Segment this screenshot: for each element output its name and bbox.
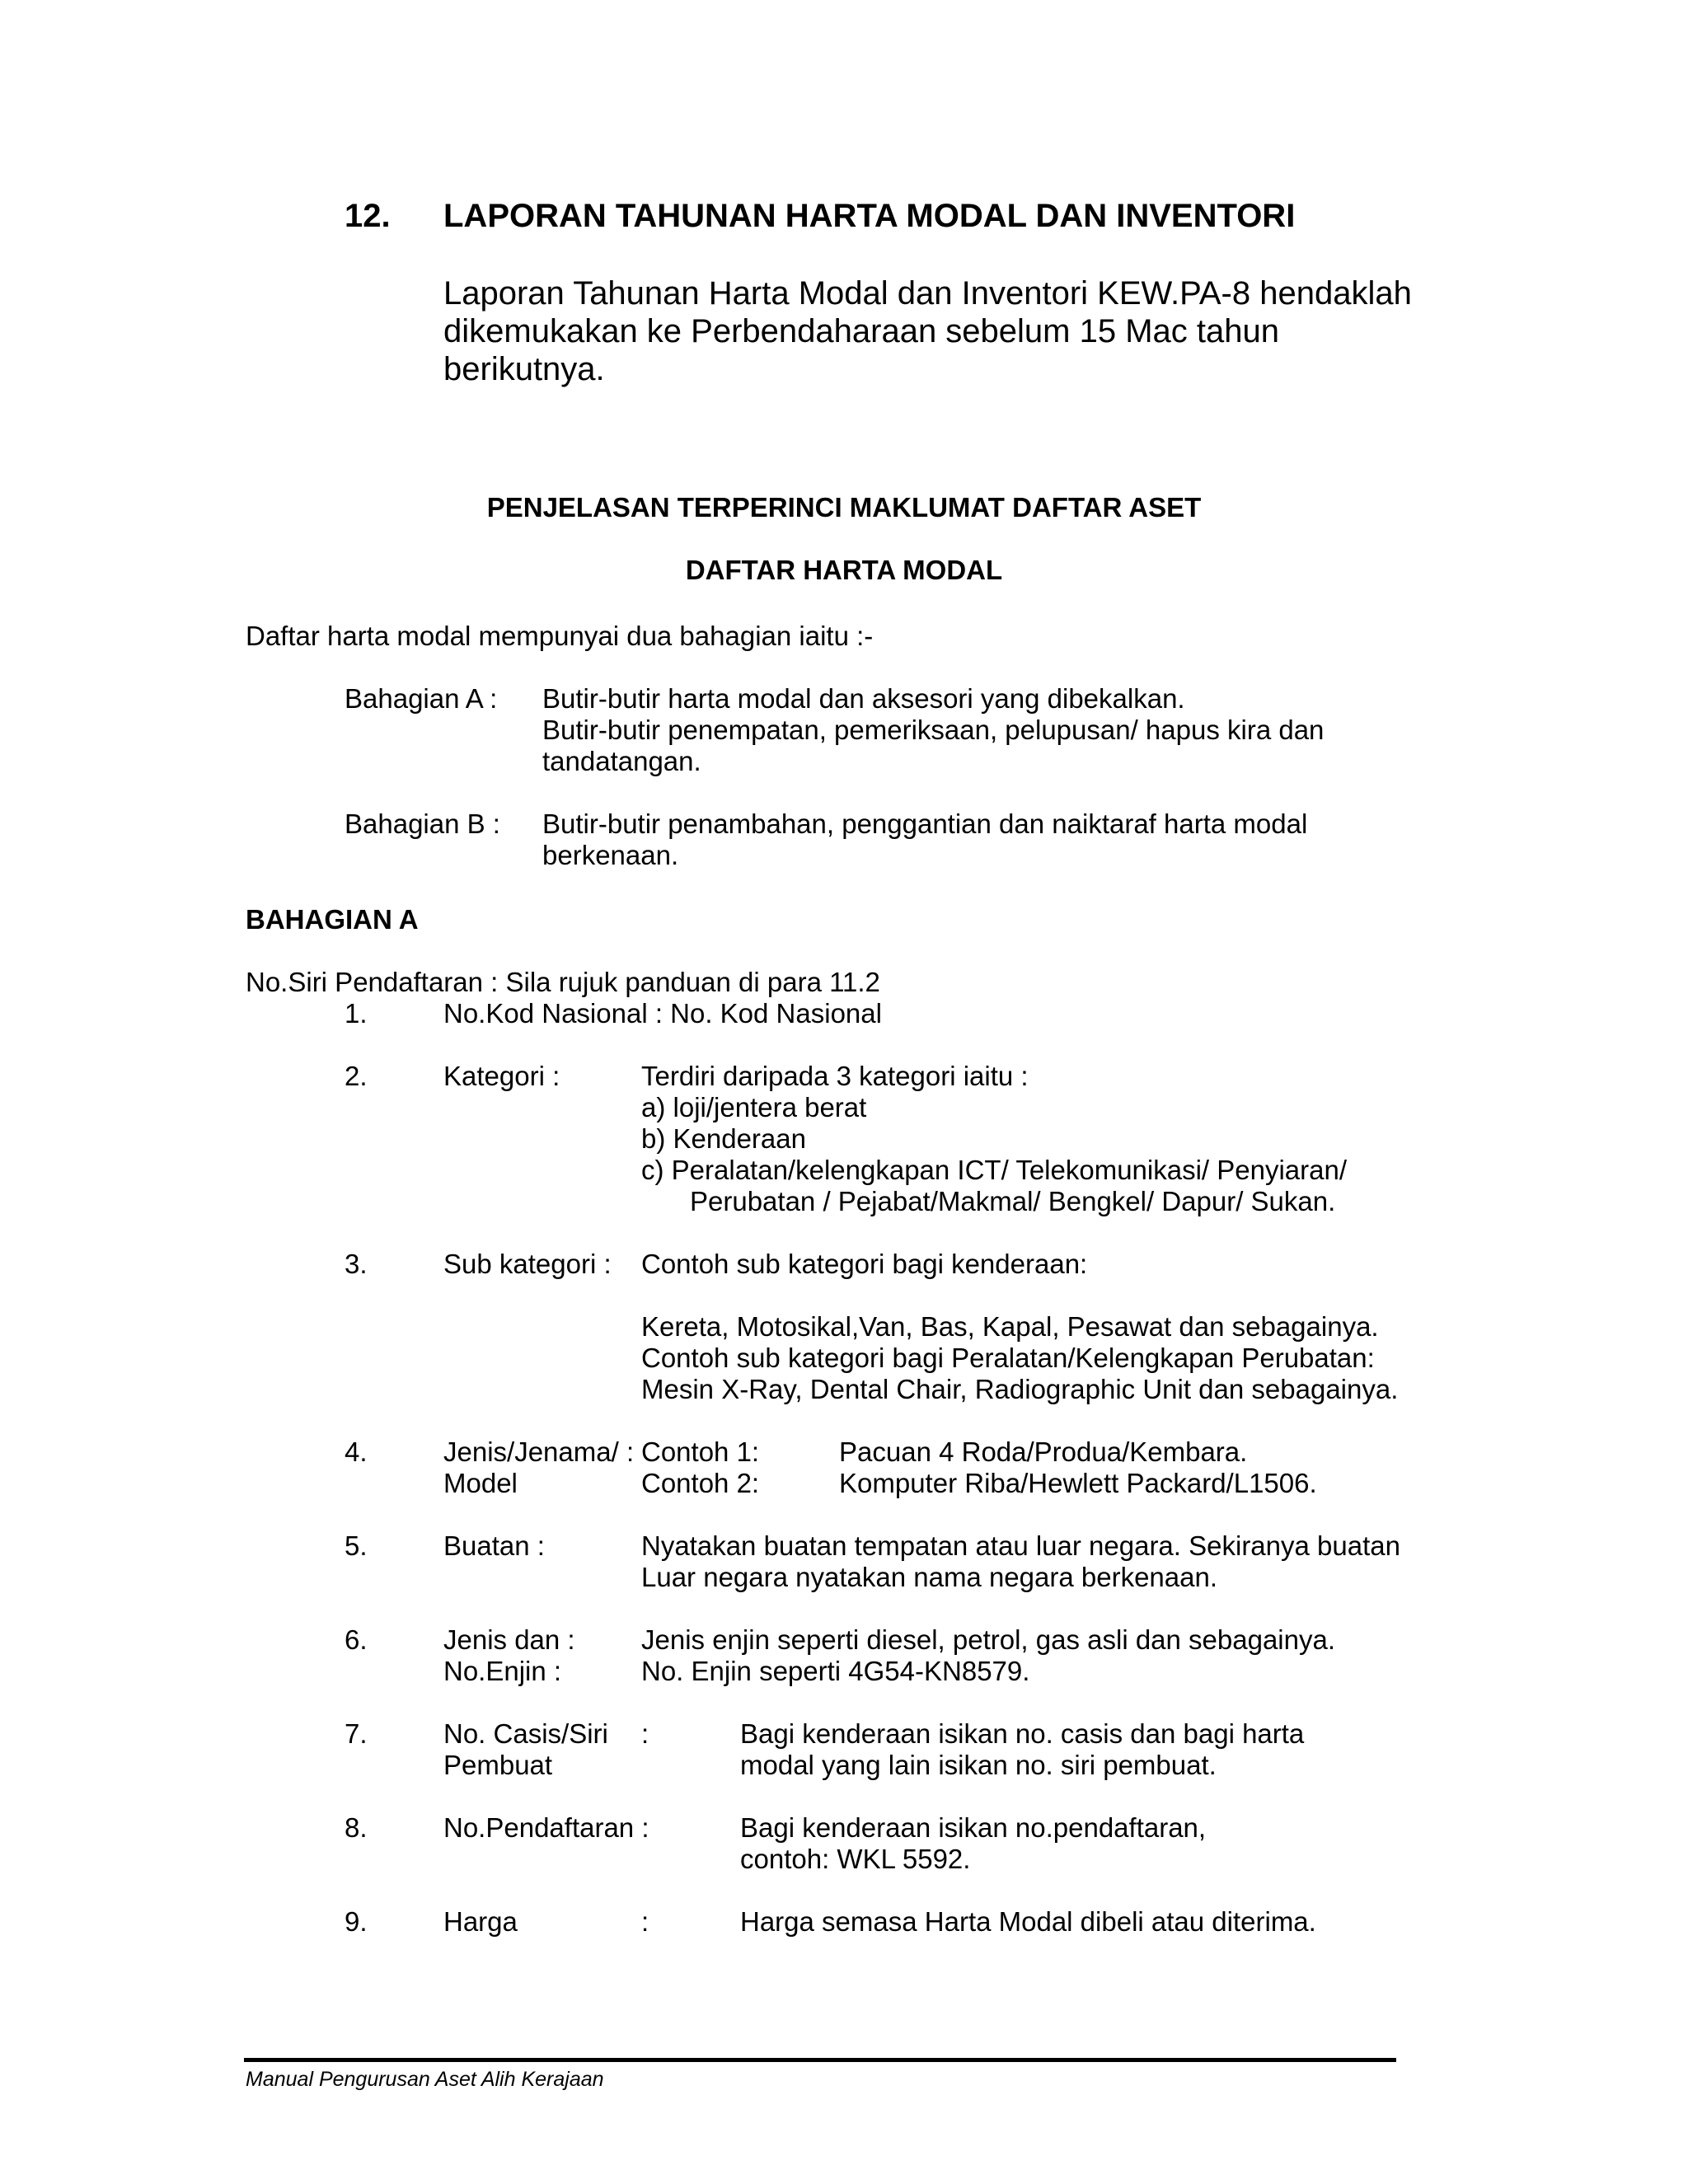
item-number: 7. <box>345 1718 368 1749</box>
item-line: Jenis enjin seperti diesel, petrol, gas asli dan sebagainya. <box>641 1624 1336 1655</box>
item-number: 5. <box>345 1530 368 1561</box>
item-line: Mesin X-Ray, Dental Chair, Radiographic Unit dan sebagainya. <box>641 1374 1399 1404</box>
part-line: berkenaan. <box>542 840 679 870</box>
item-label: Harga <box>443 1906 518 1937</box>
item-number: 9. <box>345 1906 368 1937</box>
item-number: 8. <box>345 1812 368 1843</box>
serial-line: No.Siri Pendaftaran : Sila rujuk panduan di para 11.2 <box>246 967 880 997</box>
item-colon: : <box>641 1718 649 1749</box>
explanation-heading: PENJELASAN TERPERINCI MAKLUMAT DAFTAR ASET <box>486 492 1202 523</box>
item-line: a) loji/jentera berat <box>641 1092 867 1122</box>
footer-rule <box>244 2058 1396 2062</box>
item-line: Luar negara nyatakan nama negara berkenaan. <box>641 1562 1218 1592</box>
item-label: Pembuat <box>443 1750 553 1780</box>
item-label: No.Enjin : <box>443 1656 562 1686</box>
item-colon: : <box>641 1906 649 1937</box>
item-label: Jenis dan : <box>443 1624 575 1655</box>
item-line: modal yang lain isikan no. siri pembuat. <box>740 1750 1217 1780</box>
footer-text: Manual Pengurusan Aset Alih Kerajaan <box>246 2068 604 2091</box>
part-label: Bahagian B : <box>345 808 500 839</box>
item-label: Jenis/Jenama/ : <box>443 1436 635 1467</box>
item-line: contoh: WKL 5592. <box>740 1844 971 1874</box>
item-line: No. Enjin seperti 4G54-KN8579. <box>641 1656 1030 1686</box>
example-value: Pacuan 4 Roda/Produa/Kembara. <box>839 1436 1248 1467</box>
item-line: Terdiri daripada 3 kategori iaitu : <box>641 1061 1029 1091</box>
item-label: Kategori : <box>443 1061 560 1091</box>
paragraph-line: berikutnya. <box>443 351 605 387</box>
item-number: 6. <box>345 1624 368 1655</box>
paragraph-line: Laporan Tahunan Harta Modal dan Inventori KEW.PA-8 hendaklah <box>443 275 1412 312</box>
item-line: b) Kenderaan <box>641 1123 806 1154</box>
example-value: Komputer Riba/Hewlett Packard/L1506. <box>839 1468 1317 1498</box>
item-label: Buatan : <box>443 1530 545 1561</box>
item-line: Bagi kenderaan isikan no.pendaftaran, <box>740 1812 1207 1843</box>
item-line: Bagi kenderaan isikan no. casis dan bagi harta <box>740 1718 1305 1749</box>
item-line: Contoh sub kategori bagi kenderaan: <box>641 1249 1088 1279</box>
item-number: 1. <box>345 998 368 1029</box>
bahagian-a-heading: BAHAGIAN A <box>246 904 419 935</box>
section-number: 12. <box>345 198 391 234</box>
item-text: Harga semasa Harta Modal dibeli atau diterima. <box>740 1906 1316 1937</box>
item-line: Kereta, Motosikal,Van, Bas, Kapal, Pesawat dan sebagainya. <box>641 1311 1379 1342</box>
item-number: 2. <box>345 1061 368 1091</box>
item-label: No.Pendaftaran : <box>443 1812 649 1843</box>
intro-text: Daftar harta modal mempunyai dua bahagian iaitu :- <box>246 621 874 651</box>
paragraph-line: dikemukakan ke Perbendaharaan sebelum 15 Mac tahun <box>443 313 1279 349</box>
item-line: c) Peralatan/kelengkapan ICT/ Telekomunikasi/ Penyiaran/ <box>641 1155 1348 1185</box>
section-title: LAPORAN TAHUNAN HARTA MODAL DAN INVENTORI <box>443 198 1296 234</box>
item-number: 3. <box>345 1249 368 1279</box>
item-line: Nyatakan buatan tempatan atau luar negara. Sekiranya buatan <box>641 1530 1400 1561</box>
item-line: Contoh sub kategori bagi Peralatan/Kelengkapan Perubatan: <box>641 1343 1375 1373</box>
part-label: Bahagian A : <box>345 683 498 714</box>
part-line: Butir-butir penempatan, pemeriksaan, pelupusan/ hapus kira dan <box>542 715 1325 745</box>
example-label: Contoh 2: <box>641 1468 760 1498</box>
item-line: Perubatan / Pejabat/Makmal/ Bengkel/ Dapur/ Sukan. <box>690 1186 1336 1216</box>
part-line: Butir-butir harta modal dan aksesori yang dibekalkan. <box>542 683 1185 714</box>
item-text: No.Kod Nasional : No. Kod Nasional <box>443 998 882 1029</box>
item-label: No. Casis/Siri <box>443 1718 608 1749</box>
item-label: Model <box>443 1468 518 1498</box>
item-number: 4. <box>345 1436 368 1467</box>
example-label: Contoh 1: <box>641 1436 760 1467</box>
register-heading: DAFTAR HARTA MODAL <box>685 555 1003 585</box>
part-line: tandatangan. <box>542 746 701 776</box>
item-label: Sub kategori : <box>443 1249 612 1279</box>
part-line: Butir-butir penambahan, penggantian dan naiktaraf harta modal <box>542 808 1308 839</box>
